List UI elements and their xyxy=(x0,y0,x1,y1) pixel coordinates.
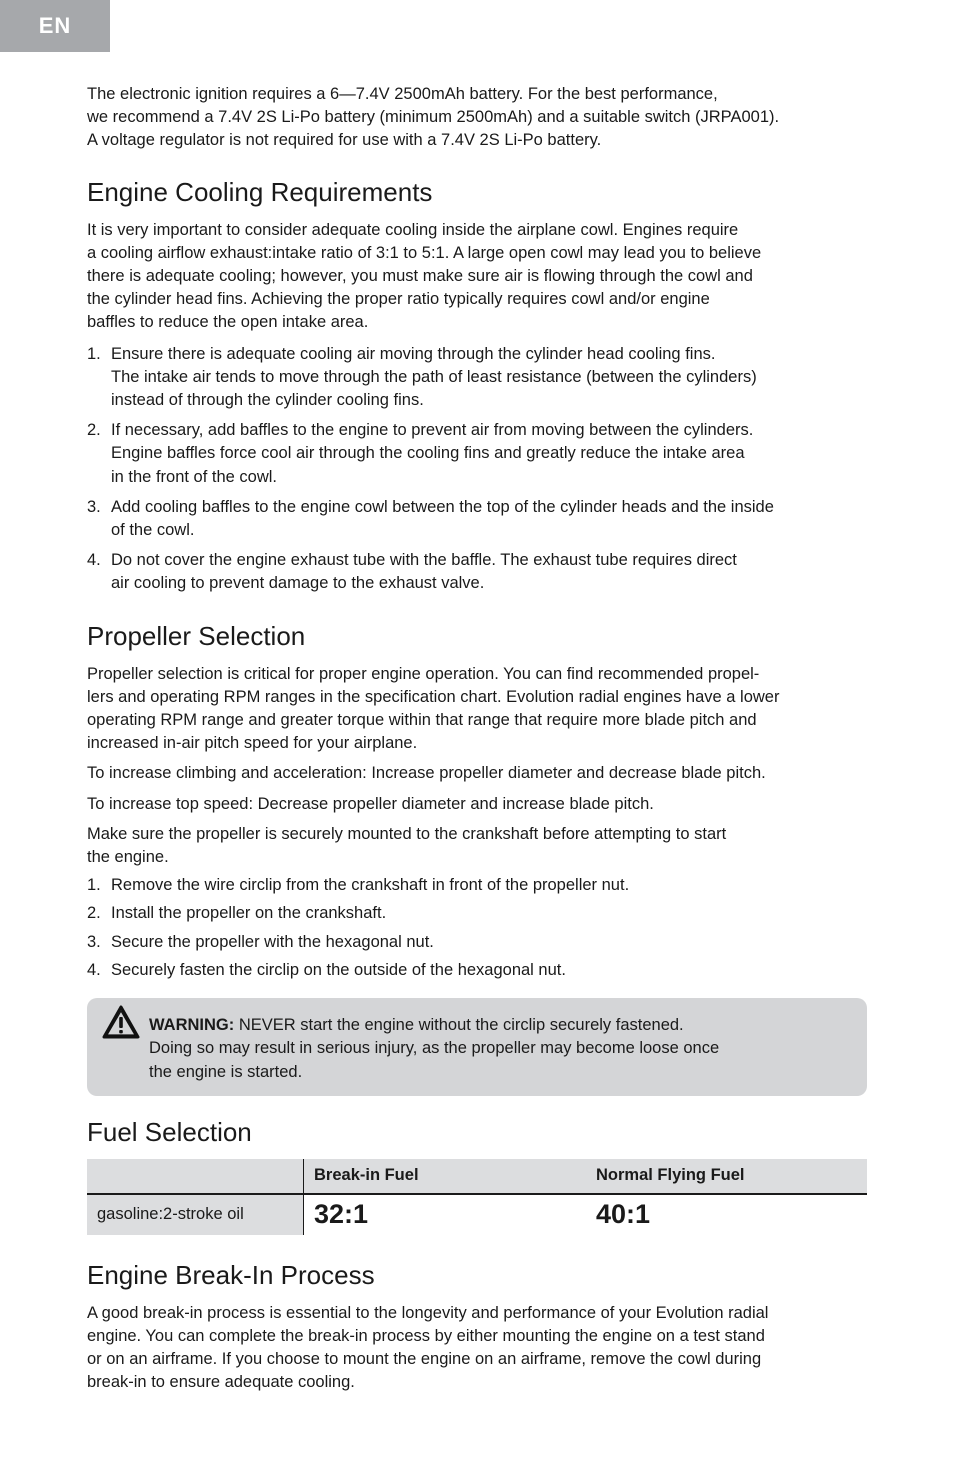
text-line: Ensure there is adequate cooling air moving through the cylinder head cooling fins. xyxy=(111,344,716,363)
table-header-break-in: Break-in Fuel xyxy=(304,1159,587,1194)
step-text xyxy=(111,419,867,489)
break-in-paragraph xyxy=(87,1302,867,1395)
text-line: of the cowl. xyxy=(111,521,195,540)
text-line: the engine. xyxy=(87,848,169,867)
text-line: air cooling to prevent damage to the exhaust valve. xyxy=(111,574,485,593)
cooling-steps xyxy=(87,343,867,596)
step-text xyxy=(111,343,867,413)
warning-line: NEVER start the engine without the circlip securely fastened. xyxy=(234,1016,684,1035)
step-number: 2. xyxy=(87,904,101,923)
text-line: operating RPM range and greater torque within that range that require more blade pitch and xyxy=(87,711,757,730)
step-number: 1. xyxy=(87,876,101,895)
warning-text xyxy=(149,1010,719,1084)
intro-line: we recommend a 7.4V 2S Li-Po battery (minimum 2500mAh) and a suitable switch (JRPA001). xyxy=(87,108,780,127)
fuel-heading: Fuel Selection xyxy=(87,1116,252,1147)
step-text xyxy=(111,549,867,595)
intro-line: A voltage regulator is not required for use with a 7.4V 2S Li-Po battery. xyxy=(87,131,602,150)
intro-paragraph xyxy=(87,83,867,153)
text-line: Make sure the propeller is securely mounted to the crankshaft before attempting to start xyxy=(87,824,727,843)
warning-label: WARNING: xyxy=(149,1016,235,1035)
text-line: a cooling airflow exhaust:intake ratio of 3:1 to 5:1. A large open cowl may lead you to believe xyxy=(87,243,762,262)
text-line: It is very important to consider adequate cooling inside the airplane cowl. Engines require xyxy=(87,220,739,239)
mount-paragraph xyxy=(87,823,867,869)
text-line: there is adequate cooling; however, you must make sure air is flowing through the cowl and xyxy=(87,267,753,286)
break-in-heading: Engine Break-In Process xyxy=(87,1259,375,1290)
text-line: instead of through the cylinder cooling fins. xyxy=(111,391,424,410)
step-number: 3. xyxy=(87,932,101,951)
list-item xyxy=(87,496,867,542)
text-line: If necessary, add baffles to the engine to prevent air from moving between the cylinders. xyxy=(111,421,754,440)
step-text: Securely fasten the circlip on the outside of the hexagonal nut. xyxy=(111,960,566,979)
text-line: engine. You can complete the break-in process by either mounting the engine on a test stand xyxy=(87,1326,765,1345)
step-number: 4. xyxy=(87,551,101,570)
normal-ratio: 40:1 xyxy=(596,1199,651,1230)
table-header-empty xyxy=(87,1159,304,1194)
fuel-ratio-label: gasoline:2-stroke oil xyxy=(87,1194,304,1235)
text-line: increased in-air pitch speed for your airplane. xyxy=(87,734,418,753)
list-item xyxy=(87,959,867,982)
list-item xyxy=(87,902,867,925)
intro-line: The electronic ignition requires a 6—7.4V 2500mAh battery. For the best performance, xyxy=(87,85,718,103)
fuel-table xyxy=(87,1159,867,1235)
step-number: 3. xyxy=(87,497,101,516)
table-row xyxy=(87,1194,867,1235)
step-text xyxy=(111,496,867,542)
step-text: Secure the propeller with the hexagonal nut. xyxy=(111,932,434,951)
table-header-normal: Normal Flying Fuel xyxy=(586,1159,867,1194)
cooling-heading: Engine Cooling Requirements xyxy=(87,176,433,207)
warning-box xyxy=(87,998,867,1096)
cooling-paragraph xyxy=(87,219,867,335)
list-item xyxy=(87,343,867,413)
speed-tip: To increase top speed: Decrease propeller diameter and increase blade pitch. xyxy=(87,794,654,813)
text-line: Engine baffles force cool air through the cooling fins and greatly reduce the intake area xyxy=(111,444,745,463)
step-number: 1. xyxy=(87,344,101,363)
text-line: Do not cover the engine exhaust tube with the baffle. The exhaust tube requires direct xyxy=(111,551,737,570)
text-line: the cylinder head fins. Achieving the proper ratio typically requires cowl and/or engine xyxy=(87,290,710,309)
table-header-row xyxy=(87,1159,867,1194)
step-text: Remove the wire circlip from the crankshaft in front of the propeller nut. xyxy=(111,876,630,895)
text-line: lers and operating RPM ranges in the specification chart. Evolution radial engines have a lower xyxy=(87,687,780,706)
text-line: Add cooling baffles to the engine cowl between the top of the cylinder heads and the inside xyxy=(111,497,774,516)
text-line: baffles to reduce the open intake area. xyxy=(87,313,369,332)
text-line: in the front of the cowl. xyxy=(111,467,278,486)
propeller-steps xyxy=(87,874,867,982)
language-tab: EN xyxy=(0,0,110,52)
climb-tip: To increase climbing and acceleration: Increase propeller diameter and decrease blade pitch. xyxy=(87,764,766,783)
warning-line: Doing so may result in serious injury, as the propeller may become loose once xyxy=(149,1039,720,1058)
break-in-ratio: 32:1 xyxy=(314,1199,369,1230)
warning-line: the engine is started. xyxy=(149,1062,303,1081)
page-content xyxy=(87,83,867,1395)
step-number: 4. xyxy=(87,960,101,979)
step-text: Install the propeller on the crankshaft. xyxy=(111,904,387,923)
text-line: break-in to ensure adequate cooling. xyxy=(87,1373,355,1392)
list-item xyxy=(87,931,867,954)
warning-triangle-icon xyxy=(101,1004,141,1040)
propeller-paragraph xyxy=(87,663,867,756)
text-line: Propeller selection is critical for proper engine operation. You can find recommended propel- xyxy=(87,664,760,683)
list-item xyxy=(87,549,867,595)
step-number: 2. xyxy=(87,421,101,440)
text-line: or on an airframe. If you choose to mount the engine on an airframe, remove the cowl during xyxy=(87,1350,762,1369)
propeller-heading: Propeller Selection xyxy=(87,620,306,651)
list-item xyxy=(87,419,867,489)
text-line: A good break-in process is essential to the longevity and performance of your Evolution radial xyxy=(87,1303,769,1322)
text-line: The intake air tends to move through the path of least resistance (between the cylinders) xyxy=(111,367,757,386)
list-item xyxy=(87,874,867,897)
